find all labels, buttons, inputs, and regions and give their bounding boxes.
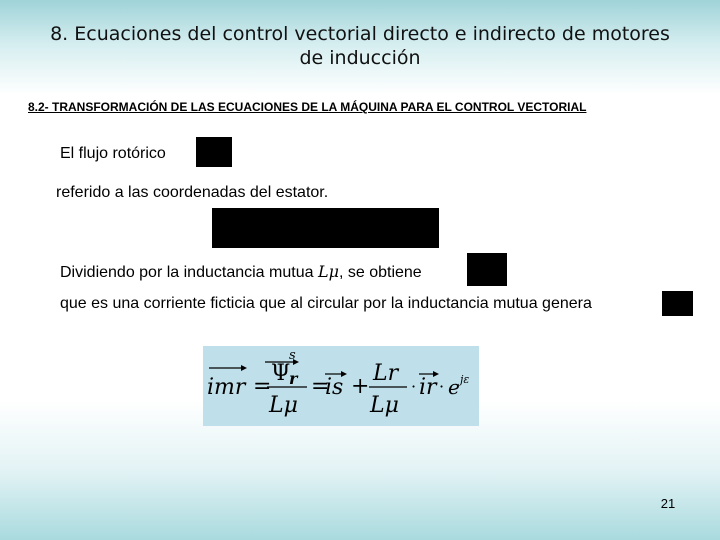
fictitious-current-text: que es una corriente ficticia que al circular por la inductancia mutua genera [60,295,592,312]
slide-title: 8. Ecuaciones del control vectorial directo e indirecto de motores de inducción [50,23,670,69]
formula-imr: imr [207,375,246,400]
svg-text:·: · [411,377,417,396]
mutual-inductance-suffix: , se obtiene [338,264,422,281]
formula-is: is [325,375,344,400]
redacted-block-2 [212,208,439,248]
stator-reference-text: referido a las coordenadas del estator. [56,184,329,201]
formula-psi-sub: r [289,369,298,388]
svg-text:=: = [311,374,330,399]
redacted-block-1 [196,137,232,167]
redacted-block-4 [662,291,693,316]
formula-psi: Ψ [271,361,291,386]
formula-lr: Lr [373,361,399,386]
formula-lmu-1: Lμ [269,393,298,418]
formula-exponent: jε [460,373,470,386]
formula-psi-sup: s [289,348,296,363]
formula-e: e [448,375,460,399]
mutual-inductance-prefix: Dividiendo por la inductancia mutua [60,264,318,281]
formula-ir: ir [419,375,437,400]
page-number: 21 [660,496,676,511]
rotor-flux-text: El flujo rotórico [60,145,166,162]
mutual-inductance-text [60,262,422,282]
svg-text:=: = [253,374,272,399]
magnetizing-current-formula [203,346,479,426]
formula-lmu-2: Lμ [370,393,399,418]
section-subtitle: 8.2- TRANSFORMACIÓN DE LAS ECUACIONES DE LA MÁQUINA PARA EL CONTROL VECTORIAL [28,100,587,114]
redacted-block-3 [467,253,507,286]
svg-text:·: · [439,377,445,396]
svg-text:+: + [351,374,370,399]
mutual-inductance-symbol: Lμ [317,262,339,281]
